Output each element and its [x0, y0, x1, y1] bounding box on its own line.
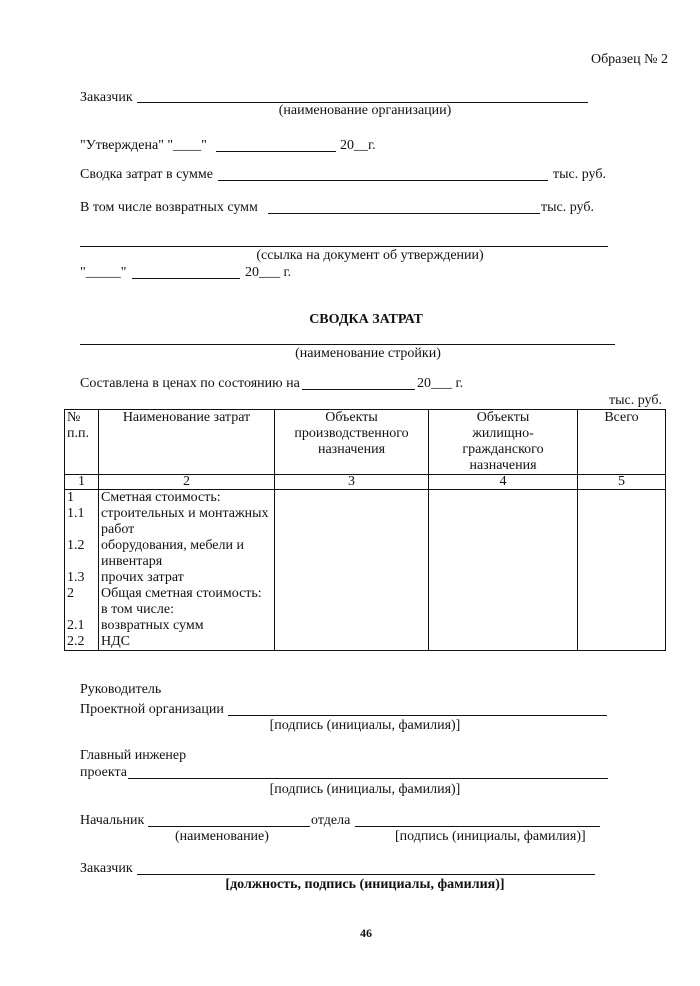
date-quote: "_____": [80, 265, 127, 280]
page-title: СВОДКА ЗАТРАТ: [309, 312, 423, 327]
head-sign-hint: [подпись (инициалы, фамилия)]: [269, 718, 461, 733]
construction-field[interactable]: [80, 344, 615, 345]
date-year: 20___ г.: [245, 265, 292, 280]
summary-sum-label: Сводка затрат в сумме: [80, 167, 213, 182]
col-number: 2: [99, 475, 275, 490]
dept-label: отдела: [311, 813, 351, 828]
header-residential: Объекты жилищно-гражданского назначения: [429, 410, 578, 475]
header-no: № п.п.: [65, 410, 99, 475]
customer-sign-hint: [должность, подпись (инициалы, фамилия)]: [225, 877, 505, 892]
summary-sum-unit: тыс. руб.: [553, 167, 606, 182]
row-no: 2.2: [67, 634, 85, 649]
header-production: Объекты производственного назначения: [275, 410, 429, 475]
row-name: возвратных сумм: [101, 618, 204, 633]
row-name: Сметная стоимость:: [101, 490, 221, 505]
prices-date-field[interactable]: [302, 389, 415, 390]
returnable-field[interactable]: [268, 213, 540, 214]
head-label-2: Проектной организации: [80, 702, 224, 717]
row-no: 1.2: [67, 538, 85, 553]
approved-year: 20__г.: [340, 138, 376, 153]
row-numbers: [65, 490, 99, 651]
row-name: прочих затрат: [101, 570, 184, 585]
customer-label: Заказчик: [80, 90, 133, 105]
row-no: 2.1: [67, 618, 85, 633]
row-names: [99, 490, 275, 651]
doc-ref-field[interactable]: [80, 246, 608, 247]
construction-hint: (наименование стройки): [295, 346, 441, 361]
col-number: 3: [275, 475, 429, 490]
table-unit: тыс. руб.: [609, 393, 662, 408]
returnable-label: В том числе возвратных сумм: [80, 200, 258, 215]
total-cell[interactable]: [578, 490, 666, 651]
dept-head-label: Начальник: [80, 813, 145, 828]
residential-cell[interactable]: [429, 490, 578, 651]
production-cell[interactable]: [275, 490, 429, 651]
dept-sign-hint: [подпись (инициалы, фамилия)]: [395, 829, 586, 844]
row-name: в том числе:: [101, 602, 174, 617]
header-total: Всего: [578, 410, 666, 475]
col-number: 4: [429, 475, 578, 490]
row-name: оборудования, мебели и инвентаря: [101, 538, 244, 569]
head-label-1: Руководитель: [80, 682, 162, 697]
head-sign-field[interactable]: [228, 715, 607, 716]
row-no: 1.3: [67, 570, 85, 585]
row-name: Общая сметная стоимость:: [101, 586, 262, 601]
date-month-field[interactable]: [132, 278, 240, 279]
org-hint: (наименование организации): [278, 103, 452, 118]
chief-sign-field[interactable]: [128, 778, 608, 779]
approved-label: "Утверждена" "____": [80, 138, 207, 153]
row-no: 1: [67, 490, 74, 505]
row-name: строительных и монтажных работ: [101, 506, 269, 537]
dept-sign-field[interactable]: [355, 826, 600, 827]
chief-label-1: Главный инженер: [80, 748, 187, 763]
dept-name-field[interactable]: [148, 826, 310, 827]
chief-sign-hint: [подпись (инициалы, фамилия)]: [269, 782, 461, 797]
prices-label: Составлена в ценах по состоянию на: [80, 376, 300, 391]
row-name: НДС: [101, 634, 130, 649]
row-no: 2: [67, 586, 74, 601]
summary-sum-field[interactable]: [218, 180, 548, 181]
customer-sign-field[interactable]: [137, 874, 595, 875]
sample-label: Образец № 2: [590, 52, 668, 67]
col-number: 1: [65, 475, 99, 490]
cost-table: [64, 409, 666, 651]
returnable-unit: тыс. руб.: [541, 200, 594, 215]
col-number: 5: [578, 475, 666, 490]
header-name: Наименование затрат: [99, 410, 275, 475]
customer-sign-label: Заказчик: [80, 861, 133, 876]
page-number: 46: [360, 926, 372, 940]
row-no: 1.1: [67, 506, 85, 521]
approved-date-field[interactable]: [216, 151, 336, 152]
prices-year: 20___ г.: [417, 376, 464, 391]
name-hint: (наименование): [175, 829, 269, 844]
doc-ref-hint: (ссылка на документ об утверждении): [256, 248, 484, 263]
chief-label-2: проекта: [80, 765, 127, 780]
